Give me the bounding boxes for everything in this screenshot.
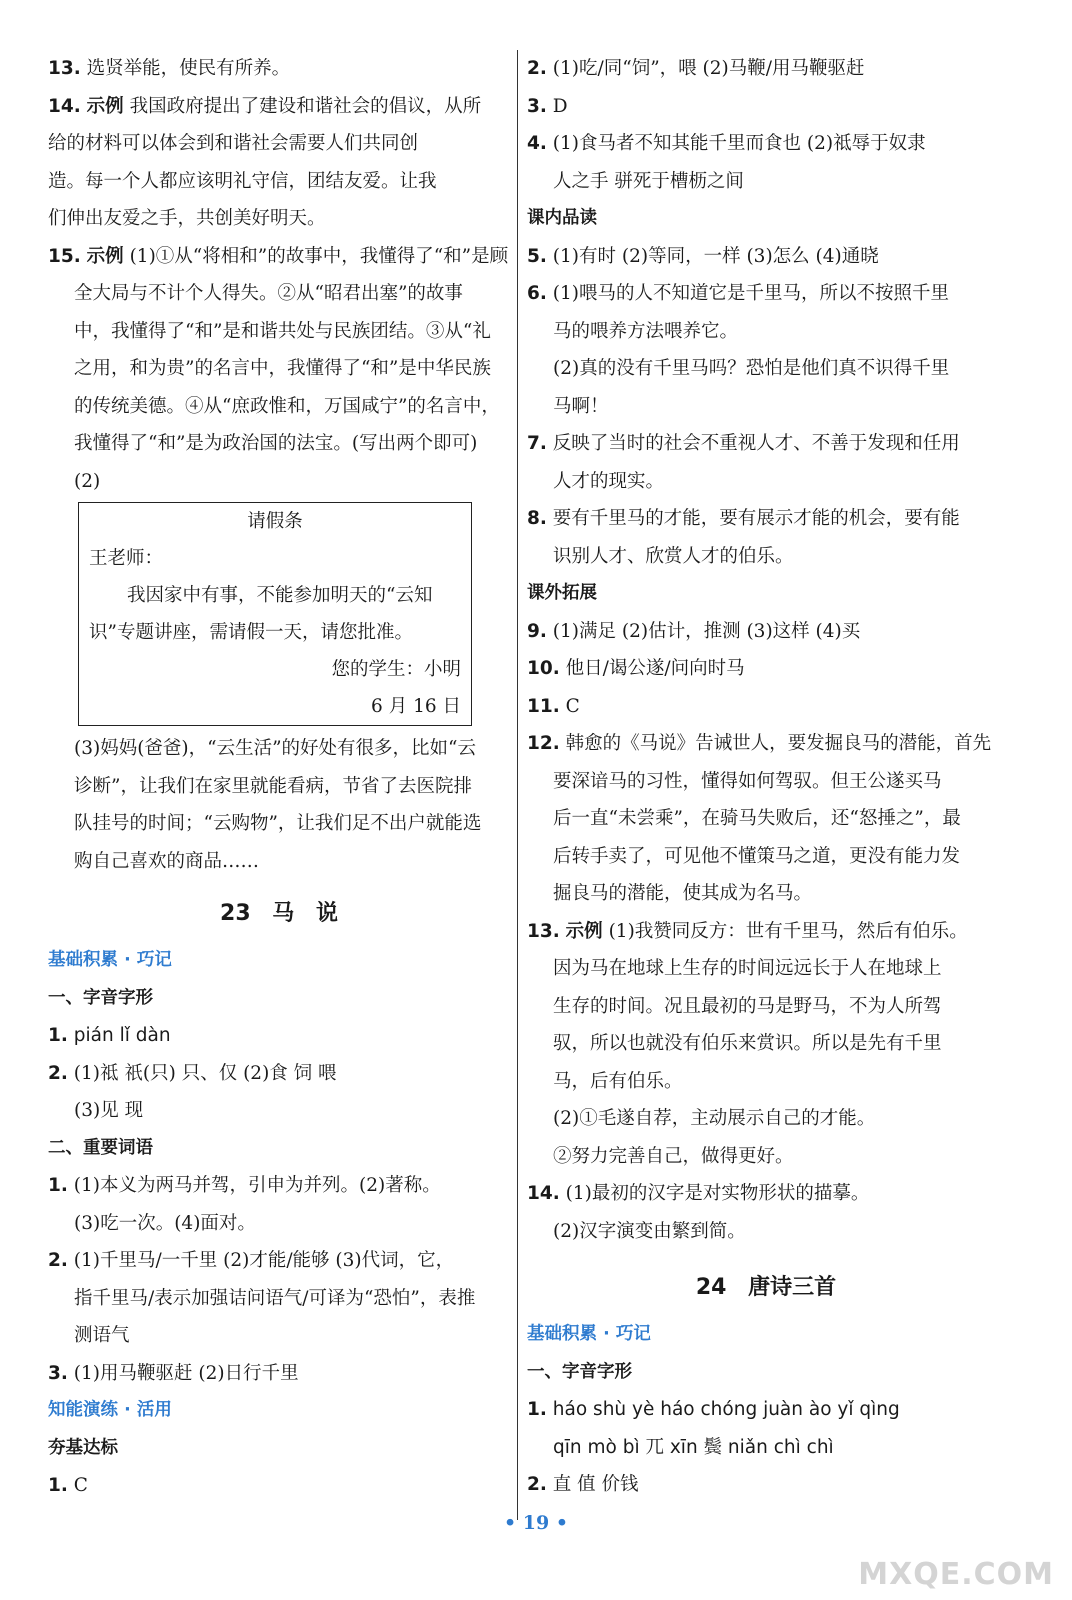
answer-r8: 8. 要有千里马的才能，要有展示才能的机会，要有能: [527, 508, 960, 529]
subsection-char-24: 一、字音字形: [527, 1361, 632, 1382]
note-sign: 您的学生：小明: [331, 659, 461, 680]
answer-r3: 3. D: [527, 95, 568, 117]
answer-15: 15. 示例 (1)①从“将相和”的故事中，我懂得了“和”是顾 全大局与不计个人得失。②从“昭君出塞”的故事 中，我懂得了“和”是和谐共处与民族团结。③从“礼 之用，和为贵”的名言中，我懂得了“和”是中华民族 的传统美德。④从“庶政惟和，万国咸宁”的名言中， 我懂得了“和”是为政治国的法宝。(写出两个即可) (2): [48, 245, 509, 492]
subsection-inclass: 课内品读: [527, 208, 597, 228]
answer-r10: 10. 他日/谒公遂/问向时马: [527, 658, 745, 679]
left-column: 13. 选贤举能，使民有所养。 14. 示例 我国政府提出了建设和谐社会的倡议，从所 给的材料可以体会到和谐社会需要人们共同创 造。每一个人都应该明礼守信，团结友爱。让我 们伸出友爱之手，共创美好明天。 15. 示例 (1)①从“将相和”的故事中，我懂得了“和”是顾 全大局与不计个人得失。②从“昭君出塞”的故事 中，我懂得了“和”是和谐共处与民族团结。③从“礼 之用，和为贵”的名言中，我懂得了“和”是中华民族 的传统美德。④从“庶政惟和，万国咸宁”的名言中， 我懂得了“和”是为政治国的法宝。(写出两个即可) (2) 请假条 王老师： 我因家中有事，不能参加明天的“云知 识”专题讲座，需请假一天，请您批准。 您的学生：小明 6 月 16 日 (3)妈妈(爸爸)，“云生活”的好处有很多，比如“云 诊断”，让我们在家里就能看病，节省了去医院排 队挂号的时间；“云购物”，让我们足不出户就能选 购自己喜欢的商品…… 23 马 说 基础积累 · 巧记 一、字音字形 1. pián lǐ dàn 2. (1)祗 祇(只) 只、仅 (2)食 饲 喂 (3)见 现 二、重要词语 1. (1)本义为两马并驾，引申为并列。(2)著称。 (3)吃一次。(4)面对。 2. (1)千里马/一千里 (2)才能/能够 (3)代词，它， 指千里马/表示加强诘问语气/可译为“恐怕”，表推 测语气 3. (1)用马鞭驱赶 (2)日行千里 知能演练 · 活用 夯基达标 1. C: [48, 50, 510, 1505]
answer-13: 13. 选贤举能，使民有所养。: [48, 58, 291, 79]
answer-r7: 7. 反映了当时的社会不重视人才、不善于发现和任用: [527, 433, 960, 454]
answer-r5: 5. (1)有时 (2)等同，一样 (3)怎么 (4)通晓: [527, 245, 879, 267]
answer-b3: 3. (1)用马鞭驱赶 (2)日行千里: [48, 1362, 299, 1384]
answer-r14: 14. (1)最初的汉字是对实物形状的描摹。: [527, 1183, 870, 1204]
watermark: MXQE.COM: [858, 1557, 1054, 1592]
answer-b1: 1. (1)本义为两马并驾，引申为并列。(2)著称。: [48, 1175, 441, 1196]
right-column: 2. (1)吃/同“饲”，喂 (2)马鞭/用马鞭驱赶 3. D 4. (1)食马者不知其能千里而食也 (2)祗辱于奴隶 人之手 骈死于槽枥之间 课内品读 5. (1)有时 (2)等同，一样 (3)怎么 (4)通晓 6. (1)喂马的人不知道它是千里马，所以不按照千里 马的喂养方法喂养它。 (2)真的没有千里马吗？恐怕是他们真不识得千里 马啊！ 7. 反映了当时的社会不重视人才、不善于发现和任用 人才的现实。 8. 要有千里马的才能，要有展示才能的机会，要有能 识别人才、欣赏人才的伯乐。 课外拓展 9. (1)满足 (2)估计，推测 (3)这样 (4)买 10. 他日/谒公遂/问向时马 11. C 12. 韩愈的《马说》告诫世人，要发掘良马的潜能，首先 要深谙马的习性，懂得如何驾驭。但王公遂买马 后一直“未尝乘”，在骑马失败后，还“怒捶之”，最 后转手卖了，可见他不懂策马之道，更没有能力发 掘良马的潜能，使其成为名马。 13. 示例 (1)我赞同反方：世有千里马，然后有伯乐。 因为马在地球上生存的时间远远长于人在地球上 生存的时间。况且最初的马是野马，不为人所驾 驭，所以也就没有伯乐来赏识。所以是先有千里 马，后有伯乐。 (2)①毛遂自荐，主动展示自己的才能。 ②努力完善自己，做得更好。 14. (1)最初的汉字是对实物形状的描摹。 (2)汉字演变由繁到简。 24 唐诗三首 基础积累 · 巧记 一、字音字形 1. háo shù yè háo chóng juàn ào yǐ qìng qīn mò bì 兀 xīn 鬓 niǎn chì chì 2. 直 值 价钱: [527, 50, 1005, 1504]
answer-r6: 6. (1)喂马的人不知道它是千里马，所以不按照千里: [527, 283, 950, 304]
answer-a2: 2. (1)祗 祇(只) 只、仅 (2)食 饲 喂: [48, 1062, 337, 1084]
page-number: • 19 •: [504, 1512, 568, 1534]
answer-r12: 12. 韩愈的《马说》告诫世人，要发掘良马的潜能，首先: [527, 733, 992, 754]
section-basic: 基础积累 · 巧记: [48, 950, 172, 970]
leave-note-box: [78, 502, 472, 726]
answer-r9: 9. (1)满足 (2)估计，推测 (3)这样 (4)买: [527, 620, 861, 642]
answer-c1: 1. C: [48, 1475, 88, 1496]
subsection-outclass: 课外拓展: [527, 583, 597, 603]
answer-15-3: (3)妈妈(爸爸)，“云生活”的好处有很多，比如“云 诊断”，让我们在家里就能看病，节省了去医院排 队挂号的时间；“云购物”，让我们足不出户就能选 购自己喜欢的商品……: [74, 738, 482, 872]
section-basic-24: 基础积累 · 巧记: [527, 1324, 651, 1344]
note-date: 6 月 16 日: [371, 696, 461, 717]
section-apply: 知能演练 · 活用: [48, 1400, 172, 1420]
answer-14: 14. 示例 我国政府提出了建设和谐社会的倡议，从所 给的材料可以体会到和谐社会需要人们共同创 造。每一个人都应该明礼守信，团结友爱。让我 们伸出友爱之手，共创美好明天。: [48, 95, 482, 229]
answer-r2: 2. (1)吃/同“饲”，喂 (2)马鞭/用马鞭驱赶: [527, 58, 865, 79]
subsection-char: 一、字音字形: [48, 987, 153, 1008]
subsection-words: 二、重要词语: [48, 1137, 153, 1158]
note-body-line: 我因家中有事，不能参加明天的“云知: [127, 585, 433, 606]
answer-r4: 4. (1)食马者不知其能千里而食也 (2)祗辱于奴隶: [527, 133, 926, 154]
note-body-line: 识”专题讲座，需请假一天，请您批准。: [89, 622, 413, 643]
note-title: 请假条: [247, 511, 303, 532]
answer-r13: 13. 示例 (1)我赞同反方：世有千里马，然后有伯乐。: [527, 920, 968, 942]
lesson-title-24: 24 唐诗三首: [695, 1275, 837, 1300]
column-divider: [517, 50, 518, 1520]
answer-p2: 2. 直 值 价钱: [527, 1474, 639, 1495]
answer-a1: 1. pián lǐ dàn: [48, 1025, 171, 1046]
note-salutation: 王老师：: [89, 548, 164, 569]
subsection-base: 夯基达标: [48, 1437, 118, 1458]
answer-r11: 11. C: [527, 695, 580, 717]
lesson-title-23: 23 马 说: [220, 901, 338, 926]
answer-b2: 2. (1)千里马/一千里 (2)才能/能够 (3)代词，它，: [48, 1250, 455, 1271]
answer-p1: 1. háo shù yè háo chóng juàn ào yǐ qìng: [527, 1399, 900, 1420]
